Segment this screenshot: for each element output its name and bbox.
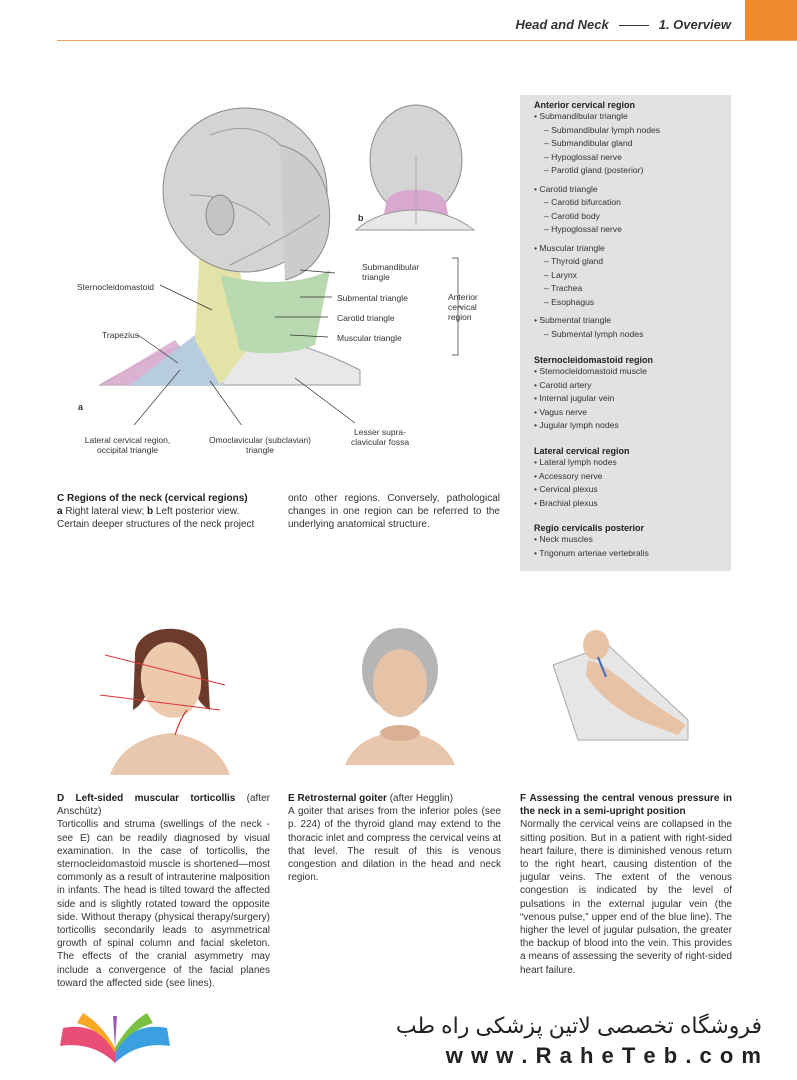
panel-label-b: b (358, 213, 364, 223)
label-muscular-triangle: Muscular triangle (337, 333, 402, 343)
label-submandibular-triangle: Submandibular triangle (362, 262, 420, 282)
scm-region-section (534, 355, 653, 433)
figure-f-title: F Assessing the central venous pressure in the neck in a semi-upright position (520, 793, 732, 818)
label-carotid-triangle: Carotid triangle (337, 313, 395, 323)
caption-sub-a-letter: a (57, 506, 63, 518)
running-header (516, 17, 731, 32)
list-item: – Larynx (544, 269, 577, 280)
list-item: • Vagus nerve (534, 406, 588, 417)
list-item: • Neck muscles (534, 534, 593, 544)
list-item: – Hypoglossal nerve (544, 151, 622, 162)
list-item: – Trachea (544, 283, 583, 293)
list-item: – Parotid gland (posterior) (544, 165, 644, 175)
figure-e-caption (288, 792, 501, 884)
list-item: • Sternocleidomastoid muscle (534, 366, 647, 376)
list-item: • Trigonum arteriae vertebralis (534, 547, 649, 558)
figure-d-body: Torticollis and struma (swellings of the neck - see E) can be readily diagnosed by visual examination. In the case of torticollis, the sternocleidomastoid muscle is shortened—most commonly as a result of intrauterine malposition in infants. The head is tilted toward the affected side and is slightly rotated toward the opposite side. Without therapy (physical therapy/surgery) torticollis secondarily leads to asymmetrical growth of spinal column and facial skeleton. The effects of the cranial asymmetry may include a convergence of the facial planes toward the affected side (see lines). (57, 819, 270, 989)
figure-e-source: (after Hegglin) (386, 793, 454, 804)
cervical-regions-box (520, 95, 731, 571)
label-trapezius: Trapezius (102, 330, 140, 340)
list-item: – Submental lymph nodes (544, 328, 644, 339)
list-item: – Carotid bifurcation (544, 197, 621, 207)
torticollis-illustration (95, 615, 245, 775)
label-sternocleidomastoid: Sternocleidomastoid (77, 282, 155, 292)
watermark-footer (10, 993, 787, 1080)
anterior-region-section (534, 100, 660, 341)
watermark-url: w w w . R a h e T e b . c o m (445, 1043, 762, 1068)
lateral-region-section (534, 446, 630, 510)
list-item: • Submental triangle (534, 315, 612, 325)
list-item: • Accessory nerve (534, 470, 603, 481)
label-lesser-supraclavicular-fossa: Lesser supra-clavicular fossa (350, 427, 410, 447)
figure-d-caption (57, 792, 270, 990)
panel-label-a: a (78, 402, 84, 412)
scm-region-title: Sternocleidomastoid region (534, 355, 654, 365)
header-rule (57, 40, 797, 41)
figure-c-title: C Regions of the neck (cervical regions) (57, 493, 248, 504)
list-item: – Carotid body (544, 210, 600, 221)
figure-c-caption-right: onto other regions. Conversely, pathological changes in one region can be referred to the underlying anatomical structure. (288, 493, 500, 531)
list-item: • Carotid triangle (534, 183, 598, 194)
posterior-region-section (534, 523, 649, 560)
figure-f-caption (520, 792, 732, 977)
list-item: • Carotid artery (534, 379, 592, 390)
header-accent-bar (745, 0, 797, 40)
list-item: – Submandibular lymph nodes (544, 124, 661, 135)
neck-regions-illustration (60, 85, 510, 425)
posterior-region-title: Regio cervicalis posterior (534, 523, 645, 533)
list-item: • Brachial plexus (534, 497, 598, 508)
header-chapter: 1. Overview (658, 17, 731, 32)
figure-d-source: (after Anschütz) (57, 793, 270, 818)
goiter-illustration (345, 625, 455, 765)
label-anterior-cervical-region: Anterior cervical region (448, 292, 478, 322)
figure-e-title: E Retrosternal goiter (288, 793, 387, 804)
list-item: • Lateral lymph nodes (534, 457, 617, 467)
list-item: • Internal jugular vein (534, 393, 615, 403)
list-item: – Hypoglossal nerve (544, 224, 622, 234)
list-item: • Submandibular triangle (534, 111, 628, 121)
label-submental-triangle: Submental triangle (337, 293, 408, 303)
list-item: – Thyroid gland (544, 256, 604, 266)
caption-sub-a-text: Right lateral view; (62, 506, 148, 518)
label-omoclavicular-triangle: Omoclavicular (subclavian) triangle (208, 435, 312, 455)
list-item: • Muscular triangle (534, 242, 605, 253)
list-item: – Submandibular gland (544, 138, 633, 148)
figure-c-caption (57, 492, 270, 532)
list-item: – Esophagus (544, 296, 595, 307)
figure-f-body: Normally the cervical veins are collapsed in the sitting position. But in a patient with right-sided heart failure, there is diminished venous return to the right heart, causing distention of the jugular veins. The extent of the venous congestion is indicated by the level of pulsations in the external jugular vein (the “venous pulse,” upper end of the blue line). The higher the level of jugular pulsation, the greater the backup of blood into the vein. This provides a means of assessing the severity of right-sided heart failure. (520, 819, 732, 976)
venous-pressure-illustration (548, 625, 698, 755)
figure-c-caption-left: Certain deeper structures of the neck project (57, 519, 255, 531)
figure-d-title: D Left-sided muscular torticollis (57, 793, 236, 804)
watermark-persian: فروشگاه تخصصی لاتین پزشکی راه طب (395, 1013, 762, 1038)
list-item: • Jugular lymph nodes (534, 420, 619, 430)
list-item: • Cervical plexus (534, 484, 598, 494)
caption-sub-b-letter: b (147, 506, 154, 518)
label-lateral-cervical-region: Lateral cervical region, occipital triangle (84, 435, 171, 455)
book-logo-icon (55, 1008, 175, 1068)
figure-e-body: A goiter that arises from the inferior poles (see p. 224) of the thyroid gland may extend to the thoracic inlet and compress the cervical veins at that level. The result of this is venous congestion and dilation in the head and neck region. (288, 806, 501, 884)
lateral-region-title: Lateral cervical region (534, 446, 630, 456)
header-section: Head and Neck (515, 17, 609, 32)
anterior-region-title: Anterior cervical region (534, 100, 636, 110)
caption-sub-b-text: Left posterior view. (153, 506, 240, 518)
